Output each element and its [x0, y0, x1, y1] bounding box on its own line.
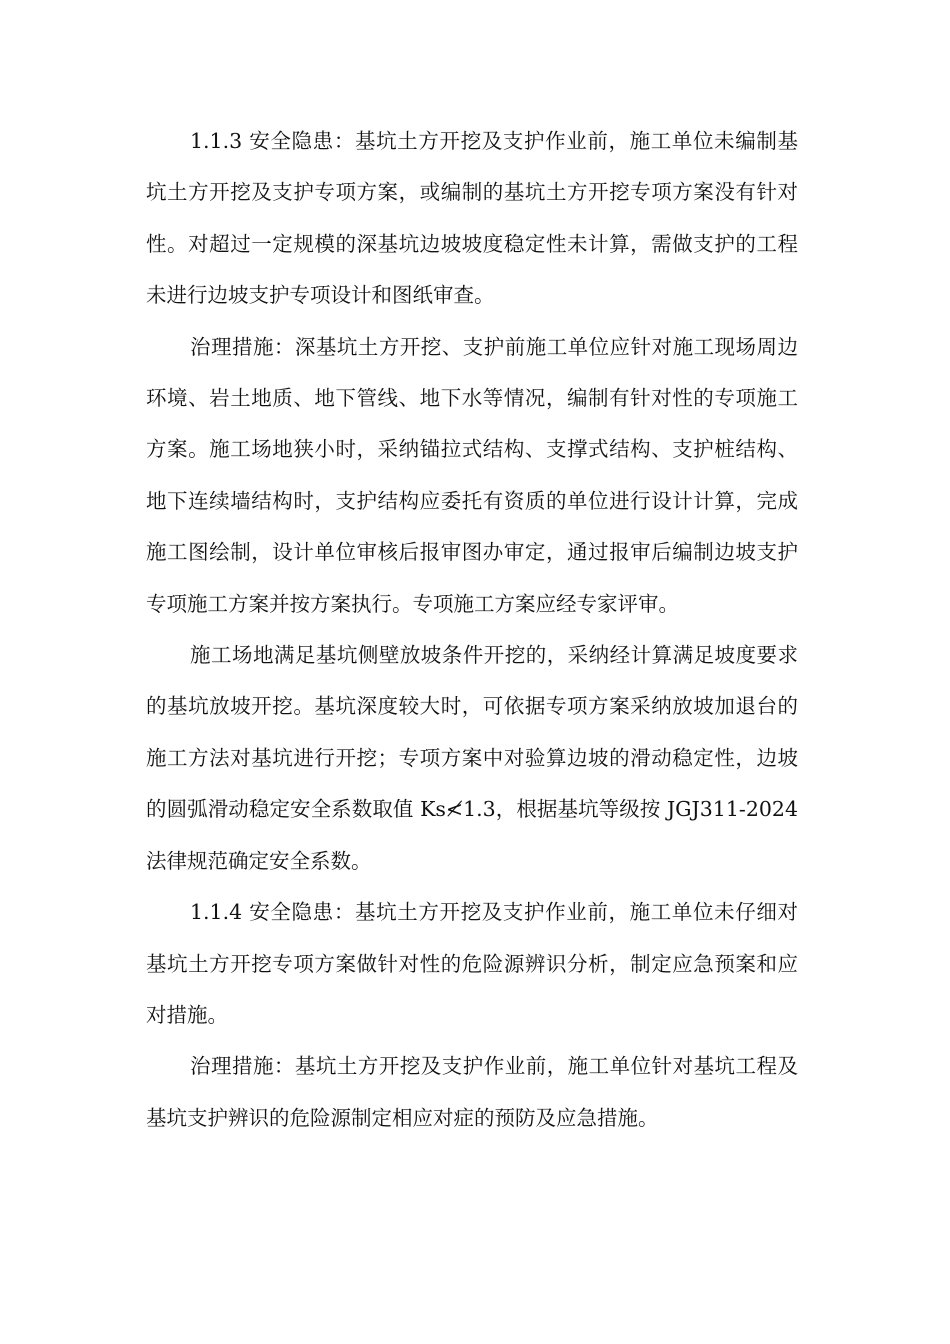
paragraph-slope-excavation: 施工场地满足基坑侧壁放坡条件开挖的，采纳经计算满足坡度要求的基坑放坡开挖。基坑深度较大时，可依据专项方案采纳放坡加退台的施工方法对基坑进行开挖；专项方案中对验算边坡的滑动稳定性，边坡的圆弧滑动稳定安全系数取值 Ks≮1.3，根据基坑等级按 JGJ311-2024 法律规范确定安全系数。 — [146, 643, 798, 873]
paragraph-hazard-1-1-3: 1.1.3 安全隐患：基坑土方开挖及支护作业前，施工单位未编制基坑土方开挖及支护专项方案，或编制的基坑土方开挖专项方案没有针对性。对超过一定规模的深基坑边坡坡度稳定性未计算，需做支护的工程未进行边坡支护专项设计和图纸审查。 — [146, 129, 798, 308]
paragraph-hazard-1-1-4: 1.1.4 安全隐患：基坑土方开挖及支护作业前，施工单位未仔细对基坑土方开挖专项方案做针对性的危险源辨识分析，制定应急预案和应对措施。 — [146, 900, 798, 1027]
document-body — [146, 116, 798, 1144]
paragraph-measures-1: 治理措施：深基坑土方开挖、支护前施工单位应针对施工现场周边环境、岩土地质、地下管线、地下水等情况，编制有针对性的专项施工方案。施工场地狭小时，采纳锚拉式结构、支撑式结构、支护桩结构、地下连续墙结构时，支护结构应委托有资质的单位进行设计计算，完成施工图绘制，设计单位审核后报审图办审定，通过报审后编制边坡支护专项施工方案并按方案执行。专项施工方案应经专家评审。 — [146, 334, 798, 616]
paragraph-measures-2: 治理措施：基坑土方开挖及支护作业前，施工单位针对基坑工程及基坑支护辨识的危险源制定相应对症的预防及应急措施。 — [146, 1054, 798, 1130]
